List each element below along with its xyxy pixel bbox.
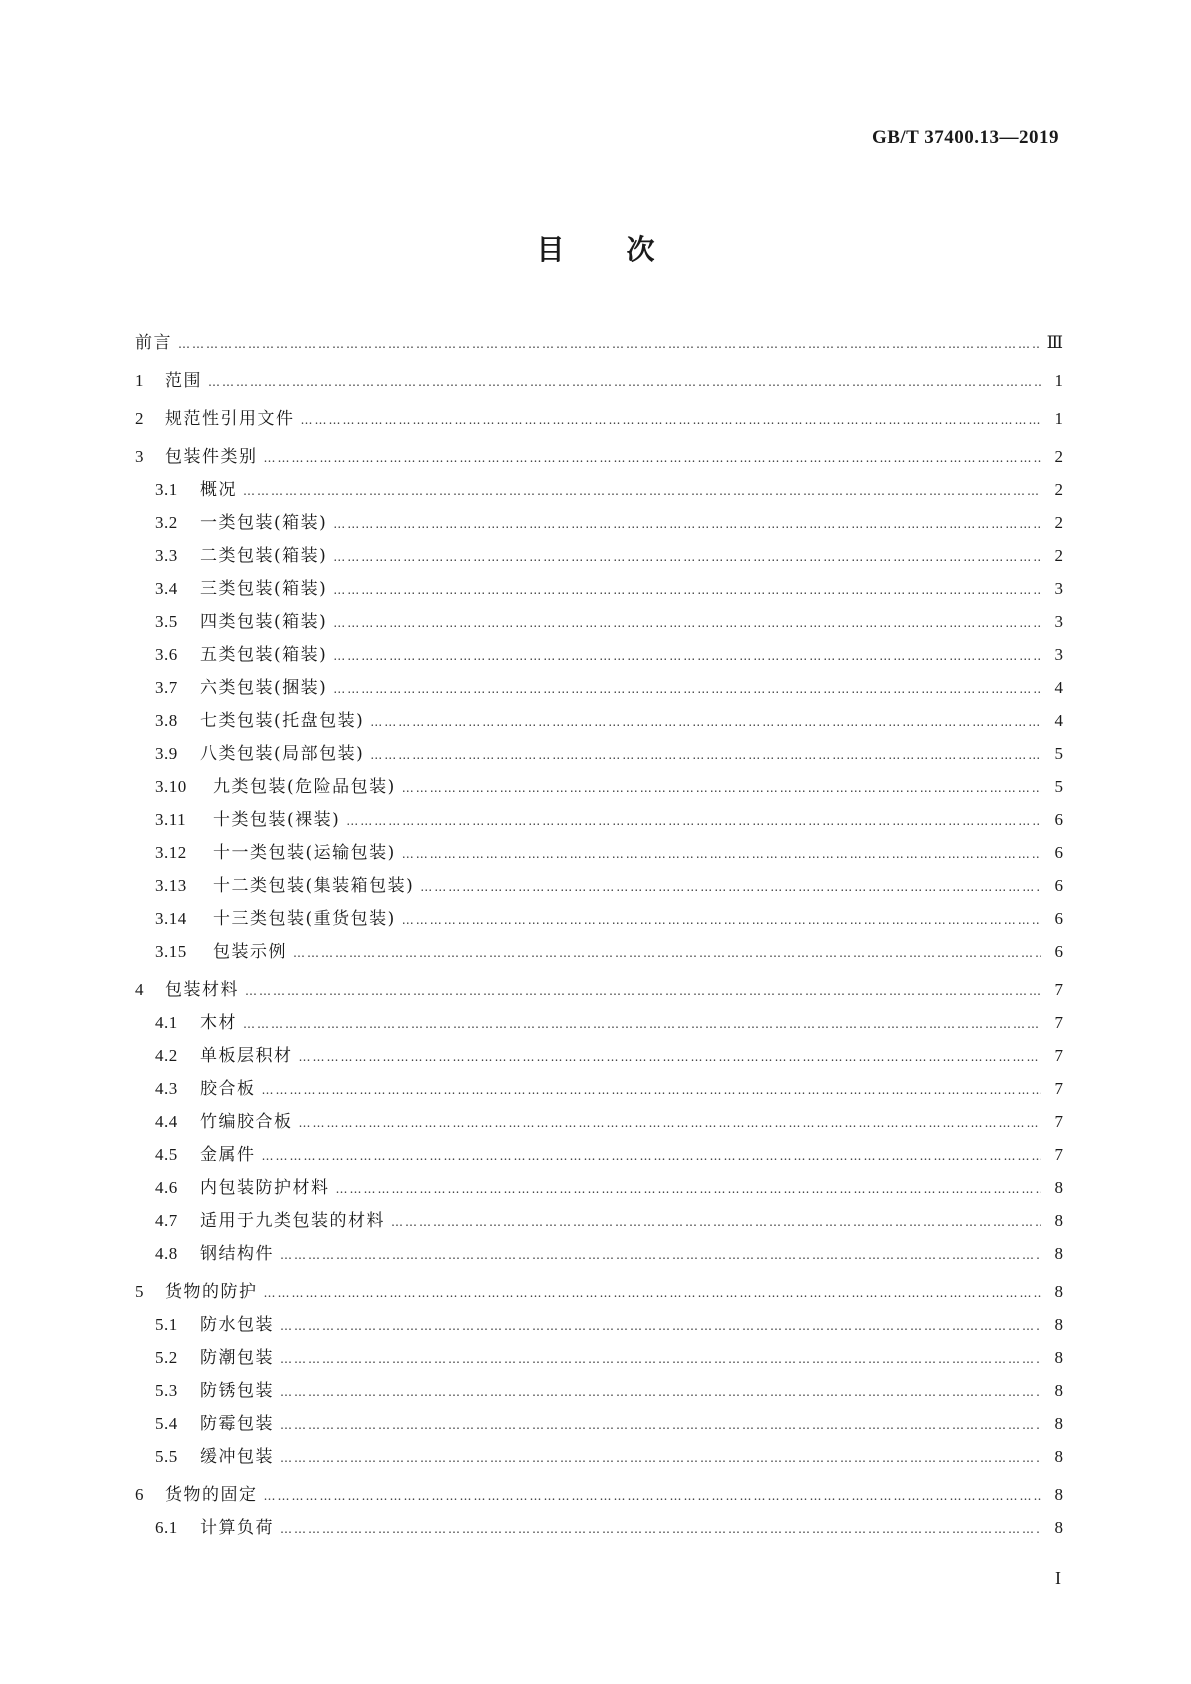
toc-entry[interactable] [135,979,1063,1002]
toc-entry-title: 十三类包装(重货包装) [213,909,396,929]
toc-entry-number: 3.5 [155,612,178,631]
toc-entry-page: 2 [1054,447,1063,466]
dot-leader [280,1414,1041,1436]
toc-entry-title: 四类包装(箱装) [200,612,328,632]
table-of-contents [135,332,1063,1540]
dot-leader [280,1244,1041,1266]
dot-leader [402,909,1041,931]
toc-entry-title: 木材 [200,1013,237,1033]
toc-entry[interactable] [135,370,1063,393]
dot-leader [333,513,1041,535]
toc-entry[interactable] [135,1281,1063,1304]
toc-entry-page: 5 [1054,744,1063,763]
toc-entry-title: 内包装防护材料 [200,1178,330,1198]
page-number: I [1055,1568,1061,1588]
toc-entry[interactable] [135,1413,1063,1436]
toc-entry-number: 3.10 [155,777,187,796]
toc-entry-title: 二类包装(箱装) [200,546,328,566]
toc-entry[interactable] [135,1210,1063,1233]
dot-leader [280,1447,1041,1469]
toc-entry-title: 五类包装(箱装) [200,645,328,665]
toc-entry[interactable] [135,677,1063,700]
toc-entry-page: 2 [1054,513,1063,532]
toc-entry-page: 1 [1054,409,1063,428]
toc-entry-page: 2 [1054,546,1063,565]
toc-entry[interactable] [135,710,1063,733]
toc-entry-page: 3 [1054,612,1063,631]
toc-entry-page: 7 [1054,1145,1063,1164]
dot-leader [301,409,1042,431]
toc-entry[interactable] [135,578,1063,601]
toc-entry-title: 钢结构件 [200,1244,274,1264]
toc-entry[interactable] [135,545,1063,568]
toc-entry-number: 4.5 [155,1145,178,1164]
toc-entry-number: 4 [135,980,144,999]
toc-entry-title: 前言 [135,333,172,353]
toc-entry-title: 计算负荷 [200,1518,274,1538]
toc-entry[interactable] [135,908,1063,931]
dot-leader [264,1282,1042,1304]
toc-entry-number: 4.6 [155,1178,178,1197]
toc-entry-number: 5.5 [155,1447,178,1466]
toc-entry[interactable] [135,941,1063,964]
toc-entry-page: 6 [1054,942,1063,961]
dot-leader [280,1315,1041,1337]
toc-entry-number: 4.7 [155,1211,178,1230]
toc-entry-title: 六类包装(捆装) [200,678,328,698]
toc-entry-page: 3 [1054,579,1063,598]
toc-entry-page: 6 [1054,909,1063,928]
toc-entry[interactable] [135,875,1063,898]
toc-entry[interactable] [135,1380,1063,1403]
toc-entry-title: 防潮包装 [200,1348,274,1368]
toc-entry[interactable] [135,1347,1063,1370]
toc-entry[interactable] [135,1078,1063,1101]
dot-leader [299,1046,1042,1068]
toc-entry-page: 8 [1054,1381,1063,1400]
toc-entry[interactable] [135,1111,1063,1134]
dot-leader [262,1079,1042,1101]
toc-entry-number: 4.8 [155,1244,178,1263]
toc-entry-number: 3.13 [155,876,187,895]
toc-entry-title: 十一类包装(运输包装) [213,843,396,863]
toc-entry-number: 3.12 [155,843,187,862]
toc-entry-page: 8 [1054,1178,1063,1197]
toc-entry-title: 包装示例 [213,942,287,962]
dot-leader [243,480,1041,502]
toc-entry-page: 7 [1054,980,1063,999]
toc-entry[interactable] [135,809,1063,832]
toc-entry-title: 九类包装(危险品包装) [213,777,396,797]
toc-entry[interactable] [135,332,1063,355]
dot-leader [264,1485,1042,1507]
toc-entry-page: Ⅲ [1046,333,1063,352]
dot-leader [370,744,1041,766]
toc-entry-title: 范围 [165,371,202,391]
toc-entry-title: 三类包装(箱装) [200,579,328,599]
dot-leader [346,810,1041,832]
toc-entry[interactable] [135,446,1063,469]
toc-entry-title: 十二类包装(集装箱包装) [213,876,415,896]
dot-leader [293,942,1041,964]
toc-entry[interactable] [135,408,1063,431]
toc-entry-number: 3.4 [155,579,178,598]
toc-entry-title: 十类包装(裸装) [213,810,341,830]
toc-entry-title: 七类包装(托盘包装) [200,711,365,731]
toc-entry[interactable] [135,1484,1063,1507]
toc-entry[interactable] [135,1045,1063,1068]
toc-entry-title: 防霉包装 [200,1414,274,1434]
toc-entry-number: 3.8 [155,711,178,730]
toc-entry-number: 3.14 [155,909,187,928]
dot-leader [333,546,1041,568]
toc-entry-number: 5.1 [155,1315,178,1334]
toc-entry-number: 2 [135,409,144,428]
toc-entry[interactable] [135,1314,1063,1337]
toc-entry-title: 防水包装 [200,1315,274,1335]
toc-entry-number: 3.9 [155,744,178,763]
toc-entry[interactable] [135,1012,1063,1035]
toc-entry-page: 8 [1054,1485,1063,1504]
toc-entry[interactable] [135,842,1063,865]
toc-entry-title: 规范性引用文件 [165,409,295,429]
toc-entry[interactable] [135,776,1063,799]
toc-entry-number: 6.1 [155,1518,178,1537]
dot-leader [333,645,1041,667]
toc-entry-page: 8 [1054,1211,1063,1230]
dot-leader [402,843,1041,865]
toc-entry-title: 货物的防护 [165,1282,258,1302]
toc-entry-number: 3.7 [155,678,178,697]
dot-leader [280,1348,1041,1370]
toc-entry-number: 4.3 [155,1079,178,1098]
toc-entry-page: 8 [1054,1282,1063,1301]
dot-leader [370,711,1041,733]
dot-leader [336,1178,1042,1200]
dot-leader [243,1013,1041,1035]
toc-entry-title: 货物的固定 [165,1485,258,1505]
toc-entry-page: 8 [1054,1348,1063,1367]
toc-entry-page: 8 [1054,1244,1063,1263]
toc-entry-title: 胶合板 [200,1079,256,1099]
toc-entry-title: 包装材料 [165,980,239,1000]
toc-entry-page: 8 [1054,1315,1063,1334]
toc-entry[interactable] [135,644,1063,667]
toc-entry-number: 4.2 [155,1046,178,1065]
toc-entry-page: 8 [1054,1518,1063,1537]
toc-entry-page: 4 [1054,678,1063,697]
toc-entry-number: 5.4 [155,1414,178,1433]
toc-entry-page: 4 [1054,711,1063,730]
toc-entry-page: 6 [1054,810,1063,829]
toc-entry-number: 1 [135,371,144,390]
toc-entry-number: 5.2 [155,1348,178,1367]
toc-entry-number: 5 [135,1282,144,1301]
standard-code: GB/T 37400.13—2019 [871,127,1059,148]
toc-entry-page: 7 [1054,1046,1063,1065]
toc-entry[interactable] [135,1446,1063,1469]
toc-entry[interactable] [135,1177,1063,1200]
dot-leader [391,1211,1041,1233]
dot-leader [280,1518,1041,1540]
toc-entry-page: 7 [1054,1079,1063,1098]
dot-leader [333,579,1041,601]
dot-leader [280,1381,1041,1403]
toc-entry-number: 4.1 [155,1013,178,1032]
toc-entry-title: 适用于九类包装的材料 [200,1211,385,1231]
dot-leader [299,1112,1042,1134]
toc-entry[interactable] [135,611,1063,634]
toc-entry-title: 防锈包装 [200,1381,274,1401]
toc-title: 目次 [536,233,717,266]
toc-entry[interactable] [135,1517,1063,1540]
toc-entry-title: 概况 [200,480,237,500]
toc-entry-number: 3 [135,447,144,466]
toc-entry-page: 5 [1054,777,1063,796]
toc-entry-page: 1 [1054,371,1063,390]
toc-entry-number: 3.1 [155,480,178,499]
toc-entry-number: 3.11 [155,810,187,829]
dot-leader [402,777,1041,799]
dot-leader [420,876,1041,898]
toc-entry-number: 5.3 [155,1381,178,1400]
dot-leader [333,678,1041,700]
toc-entry-number: 3.3 [155,546,178,565]
toc-entry-number: 3.6 [155,645,178,664]
toc-entry-title: 包装件类别 [165,447,258,467]
toc-entry-title: 缓冲包装 [200,1447,274,1467]
toc-entry-number: 3.15 [155,942,187,961]
toc-entry-title: 金属件 [200,1145,256,1165]
toc-entry-number: 6 [135,1485,144,1504]
toc-entry-page: 6 [1054,843,1063,862]
toc-entry-page: 6 [1054,876,1063,895]
toc-entry-number: 3.2 [155,513,178,532]
toc-entry-number: 4.4 [155,1112,178,1131]
toc-entry[interactable] [135,512,1063,535]
toc-entry[interactable] [135,743,1063,766]
dot-leader [208,371,1041,393]
dot-leader [264,447,1042,469]
toc-entry-page: 3 [1054,645,1063,664]
toc-entry[interactable] [135,1243,1063,1266]
dot-leader [178,333,1041,355]
toc-entry-title: 一类包装(箱装) [200,513,328,533]
toc-entry[interactable] [135,479,1063,502]
toc-entry-title: 八类包装(局部包装) [200,744,365,764]
toc-entry-title: 单板层积材 [200,1046,293,1066]
toc-entry-page: 7 [1054,1112,1063,1131]
dot-leader [333,612,1041,634]
toc-entry-page: 7 [1054,1013,1063,1032]
toc-entry[interactable] [135,1144,1063,1167]
toc-entry-title: 竹编胶合板 [200,1112,293,1132]
dot-leader [262,1145,1042,1167]
dot-leader [245,980,1041,1002]
toc-entry-page: 2 [1054,480,1063,499]
toc-entry-page: 8 [1054,1447,1063,1466]
toc-entry-page: 8 [1054,1414,1063,1433]
